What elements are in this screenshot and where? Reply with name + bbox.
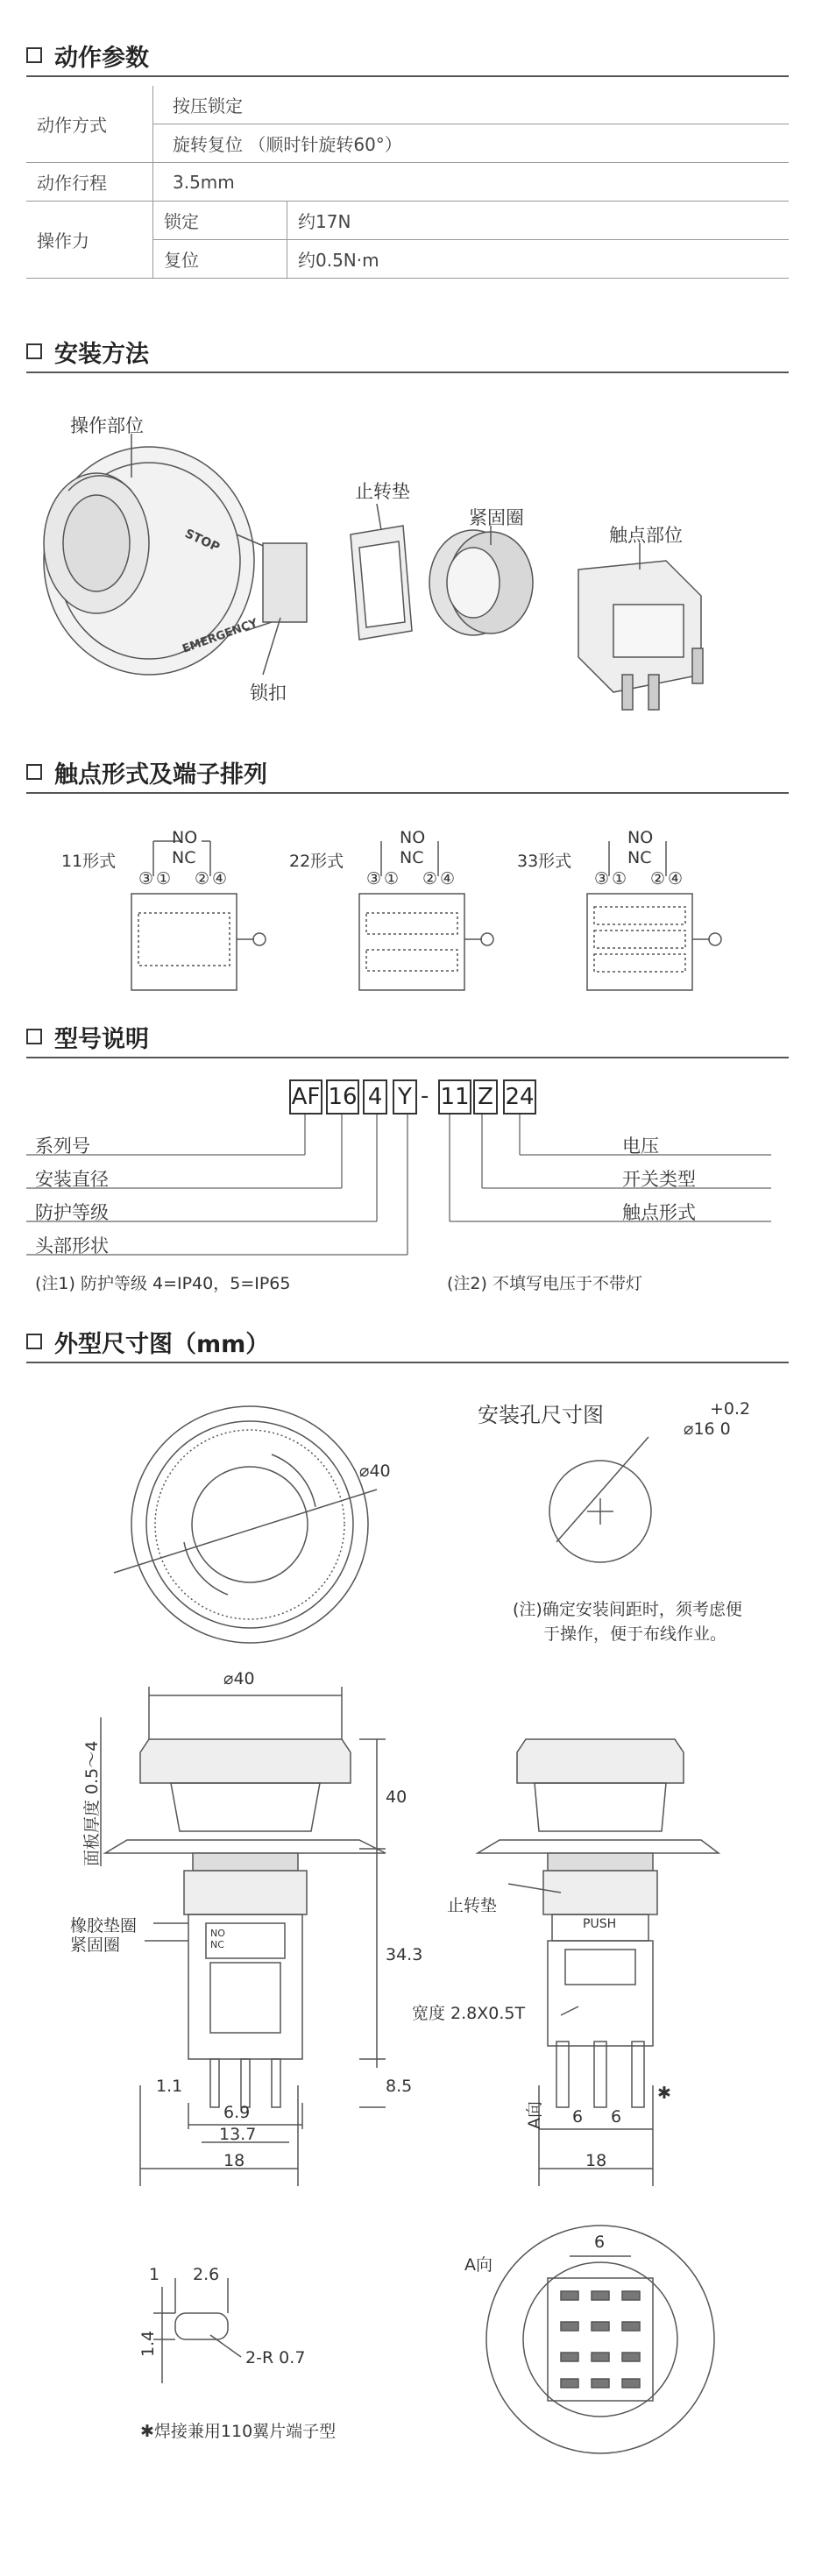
label-a-view: A向 [464,2255,493,2275]
checkbox-square-icon [26,1029,42,1044]
dim-h11: 1.1 [156,2077,183,2096]
table-cell: 3.5mm [153,163,790,202]
terminal-3: ③ [594,869,610,888]
label-anti-rotation-dim: 止转垫 [447,1896,498,1915]
label-lock-ring-dim: 紧固圈 [70,1936,121,1955]
section-header-dims [26,1321,789,1363]
dim-h40: 40 [386,1787,408,1807]
terminal-4: ④ [668,869,684,888]
label-no: NO [172,828,198,847]
model-code-diameter: 16 [326,1079,359,1115]
hole-tolerance: +0.2 [710,1399,751,1419]
emergency-text: EMERGENCY [181,616,260,656]
label-switch-type: 开关类型 [622,1169,696,1190]
label-operator: 操作部位 [70,415,144,436]
terminal-2: ② [422,869,438,888]
label-voltage: 电压 [622,1136,659,1157]
table-cell: 操作力 [26,202,153,279]
dim-h85: 8.5 [386,2077,413,2096]
dim-w6-b: 6 [611,2107,622,2127]
hole-title: 安装孔尺寸图 [478,1403,604,1427]
dim-w69: 6.9 [223,2103,251,2122]
hole-note-2: 于操作，便于布线作业。 [543,1624,727,1644]
table-cell: 动作行程 [26,163,153,202]
label-protection: 防护等级 [35,1202,109,1223]
model-code-dash: - [421,1083,429,1109]
dim-d40-top: ⌀40 [359,1461,391,1481]
section-title: 动作参数 [54,44,149,72]
label-no-mark: NO [210,1928,225,1939]
section-title: 外型尺寸图（mm） [54,1330,270,1358]
table-cell: 约0.5N·m [287,240,790,279]
install-exploded-view [44,434,703,710]
section-title: 触点形式及端子排列 [54,761,267,789]
table-cell: 动作方式 [26,86,153,163]
label-nc: NC [627,848,652,867]
model-code-series: AF [289,1079,322,1115]
label-anti-rotation: 止转垫 [355,481,410,502]
label-lock-buckle: 锁扣 [250,683,287,704]
label-no: NO [400,828,426,847]
dim-w6-a: 6 [572,2107,584,2127]
a-view-drawing [486,2226,714,2453]
dim-panel-thickness: 面板厚度 0.5～4 [82,1740,102,1866]
label-terminal-width: 宽度 2.8X0.5T [412,2004,526,2023]
model-code-voltage: 24 [503,1079,536,1115]
terminal-3: ③ [138,869,154,888]
checkbox-square-icon [26,1334,42,1349]
section-title: 安装方法 [54,340,149,368]
terminal-1: ① [156,869,172,888]
right-view-drawing [478,1739,719,2186]
note-1: (注1) 防护等级 4=IP40，5=IP65 [35,1274,291,1293]
section-title: 型号说明 [54,1025,149,1053]
terminal-1: ① [612,869,627,888]
label-install-dia: 安装直径 [35,1169,109,1190]
table-cell: 约17N [287,202,790,240]
checkbox-square-icon [26,764,42,780]
note-2: (注2) 不填写电压于不带灯 [447,1274,642,1293]
label-contact-form: 触点形式 [622,1202,696,1223]
model-code-contact: 11 [438,1079,471,1115]
dim-d40-side: ⌀40 [223,1669,255,1688]
label-form-33: 33形式 [517,852,572,871]
table-cell: 旋转复位 （顺时针旋转60°） [153,124,790,163]
hole-diameter: ⌀16 0 [684,1419,731,1439]
label-push: PUSH [583,1917,617,1931]
label-no: NO [627,828,654,847]
dim-t1: 1 [149,2265,160,2284]
dim-w137: 13.7 [219,2125,257,2144]
label-series: 系列号 [35,1136,90,1157]
model-code-head: Y [393,1079,417,1115]
terminal-detail-drawing [153,2278,241,2383]
table-cell: 锁定 [153,202,287,240]
dim-t26: 2.6 [193,2265,220,2284]
label-form-22: 22形式 [289,852,344,871]
label-lock-ring: 紧固圈 [469,507,524,528]
label-contact-block: 触点部位 [609,525,683,546]
dim-t14: 1.4 [138,2330,158,2357]
terminal-1: ① [384,869,400,888]
table-cell: 按压锁定 [153,86,790,124]
section-header-contacts [26,752,789,794]
dim-h343: 34.3 [386,1945,423,1964]
terminal-4: ④ [212,869,228,888]
label-a-direction: A向 [525,2101,544,2129]
label-rubber-gasket: 橡胶垫圈 [70,1916,138,1936]
dim-r07: 2-R 0.7 [245,2348,306,2367]
stop-text: STOP [182,527,222,556]
model-code-switch: Z [473,1079,498,1115]
terminal-2: ② [650,869,666,888]
terminal-3: ③ [366,869,382,888]
terminal-2: ② [195,869,210,888]
section-header-model [26,1016,789,1058]
label-head-shape: 头部形状 [35,1235,109,1256]
table-cell: 复位 [153,240,287,279]
dim-w18-right: 18 [585,2151,607,2170]
terminal-4: ④ [440,869,456,888]
label-form-11: 11形式 [61,852,117,871]
solder-note: ✱焊接兼用110翼片端子型 [140,2422,337,2441]
label-nc: NC [172,848,196,867]
label-star-mark: ✱ [657,2084,671,2103]
label-nc-mark: NC [210,1939,224,1950]
hole-note-1: (注)确定安装间距时，须考虑便 [513,1600,742,1619]
label-nc: NC [400,848,424,867]
model-code-protection: 4 [363,1079,387,1115]
dim-w18: 18 [223,2151,245,2170]
dim-t6: 6 [594,2233,606,2252]
